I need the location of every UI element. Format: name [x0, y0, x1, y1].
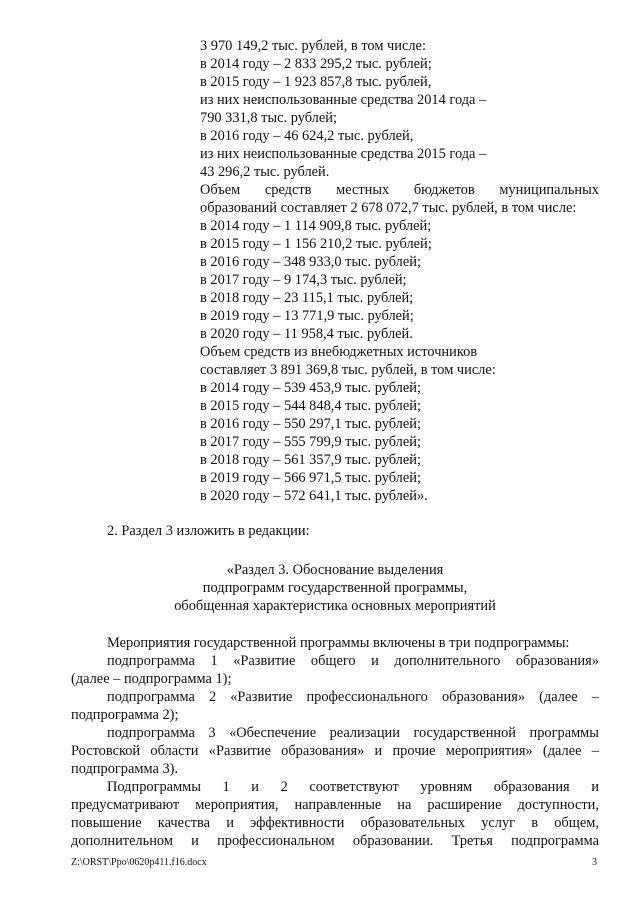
paragraph-final-line-3 [71, 815, 599, 832]
section-heading-line: подпрограмм государственной программы, [202, 580, 468, 596]
word: Третья [451, 833, 493, 849]
subprogram-1-line [107, 653, 599, 670]
word: Подпрограммы [107, 779, 201, 795]
word: «Обеспечение [229, 725, 317, 741]
word: реализации [329, 725, 400, 741]
word: «Развитие [233, 653, 296, 669]
word: «Развитие [208, 743, 271, 759]
word: расширение [427, 797, 502, 813]
text-line: из них неиспользованные средства 2015 года – [200, 146, 487, 162]
word: – [591, 743, 599, 759]
text-line: в 2015 году – 1 156 210,2 тыс. рублей; [200, 236, 432, 252]
word: дополнительного [394, 653, 501, 669]
word: мероприятия, [195, 797, 279, 813]
word: средств [264, 182, 312, 198]
word: профессиональном [217, 833, 335, 849]
text-line: в 2020 году – 11 958,4 тыс. рублей. [200, 326, 413, 342]
text-line: в 2017 году – 9 174,3 тыс. рублей; [200, 272, 407, 288]
word: образования [493, 779, 570, 795]
word: бюджетов [413, 182, 475, 198]
word: 1 [210, 653, 218, 669]
word: муниципальных [499, 182, 599, 198]
footer-file-path: Z:\ORST\Ppo\0620p411.f16.docx [71, 857, 207, 868]
word: (далее [542, 743, 582, 759]
word: образования» [515, 653, 599, 669]
word: прочие [392, 743, 436, 759]
text-line: в 2016 году – 46 624,2 тыс. рублей, [200, 128, 414, 144]
word: соответствуют [309, 779, 399, 795]
text-line: образований составляет 2 678 072,7 тыс. рублей, в том числе: [200, 200, 577, 216]
word: и [191, 833, 199, 849]
word: мероприятия» [445, 743, 533, 759]
word: программы [529, 725, 599, 741]
word: 1 [222, 779, 230, 795]
word: образовании. [352, 833, 434, 849]
word: услуг [481, 815, 516, 831]
paragraph-final-line-2 [71, 797, 599, 814]
word: общего [310, 653, 356, 669]
section-heading-line: «Раздел 3. Обоснование выделения [226, 562, 444, 578]
text-line: в 2014 году – 1 114 909,8 тыс. рублей; [200, 218, 432, 234]
word: в [531, 815, 539, 831]
text-line: в 2019 году – 566 971,5 тыс. рублей; [200, 470, 421, 486]
word: на [397, 797, 412, 813]
text-line: в 2016 году – 550 297,1 тыс. рублей; [200, 416, 421, 432]
word: «Развитие [230, 689, 293, 705]
word: образования» [441, 689, 526, 705]
word: подпрограмма [107, 689, 195, 705]
word: подпрограмма [107, 653, 195, 669]
word: и [371, 653, 379, 669]
word: повышение [71, 815, 142, 831]
text-line: в 2016 году – 348 933,0 тыс. рублей; [200, 254, 421, 270]
word: области [150, 743, 199, 759]
word: качества [157, 815, 211, 831]
page-number: 3 [592, 857, 597, 868]
text-line: 790 331,8 тыс. рублей; [200, 110, 337, 126]
word: государственной [413, 725, 516, 741]
section-heading-line: обобщенная характеристика основных мероприятий [174, 598, 496, 614]
text-line: в 2019 году – 13 771,9 тыс. рублей; [200, 308, 414, 324]
word: направленные [294, 797, 382, 813]
text-line: в 2015 году – 544 848,4 тыс. рублей; [200, 398, 421, 414]
subprogram-3-line-2 [71, 743, 599, 760]
word: – [591, 689, 599, 705]
text-line: Объем средств из внебюджетных источников [200, 344, 478, 360]
text-line: 3 970 149,2 тыс. рублей, в том числе: [200, 38, 426, 54]
paragraph-final-line-1 [107, 779, 599, 796]
text-line: в 2015 году – 1 923 857,8 тыс. рублей, [200, 74, 432, 90]
word: подпрограмма [107, 725, 195, 741]
word: 3 [208, 725, 216, 741]
word: подпрограмма [511, 833, 599, 849]
word: образования» [281, 743, 365, 759]
text-line: подпрограмма 2); [71, 707, 179, 723]
word: и [226, 815, 234, 831]
word: и [591, 779, 599, 795]
text-line: в 2018 году – 23 115,1 тыс. рублей; [200, 290, 414, 306]
word: и [251, 779, 259, 795]
item-2-heading: 2. Раздел 3 изложить в редакции: [107, 523, 310, 539]
word: Объем [200, 182, 241, 198]
word: Ростовской [71, 743, 141, 759]
subprogram-2-line [107, 689, 599, 706]
text-line: (далее – подпрограмма 1); [71, 671, 232, 687]
word: образовательных [360, 815, 466, 831]
text-line: 43 296,2 тыс. рублей. [200, 164, 330, 180]
text-line: из них неиспользованные средства 2014 года – [200, 92, 487, 108]
word: 2 [280, 779, 288, 795]
word: уровням [420, 779, 473, 795]
text-line: в 2017 году – 555 799,9 тыс. рублей; [200, 434, 421, 450]
text-line: в 2018 году – 561 357,9 тыс. рублей; [200, 452, 421, 468]
word: (далее [539, 689, 578, 705]
word: предусматривают [71, 797, 180, 813]
word: местных [336, 182, 390, 198]
word: и [374, 743, 383, 759]
local-budget-line [200, 182, 599, 199]
word: эффективности [250, 815, 345, 831]
subprogram-3-line [107, 725, 599, 742]
text-line: составляет 3 891 369,8 тыс. рублей, в том числе: [200, 362, 496, 378]
word: доступности, [517, 797, 599, 813]
word: 2 [208, 689, 217, 705]
text-line: в 2020 году – 572 641,1 тыс. рублей». [200, 488, 428, 504]
text-line: в 2014 году – 2 833 295,2 тыс. рублей; [200, 56, 432, 72]
text-line: в 2014 году – 539 453,9 тыс. рублей; [200, 380, 421, 396]
word: дополнительном [71, 833, 173, 849]
text-line: подпрограмма 3). [71, 761, 179, 777]
word: профессионального [306, 689, 428, 705]
paragraph-final-line-4 [71, 833, 599, 850]
word: общем, [554, 815, 599, 831]
paragraph-intro: Мероприятия государственной программы включены в три подпрограммы: [107, 635, 570, 651]
